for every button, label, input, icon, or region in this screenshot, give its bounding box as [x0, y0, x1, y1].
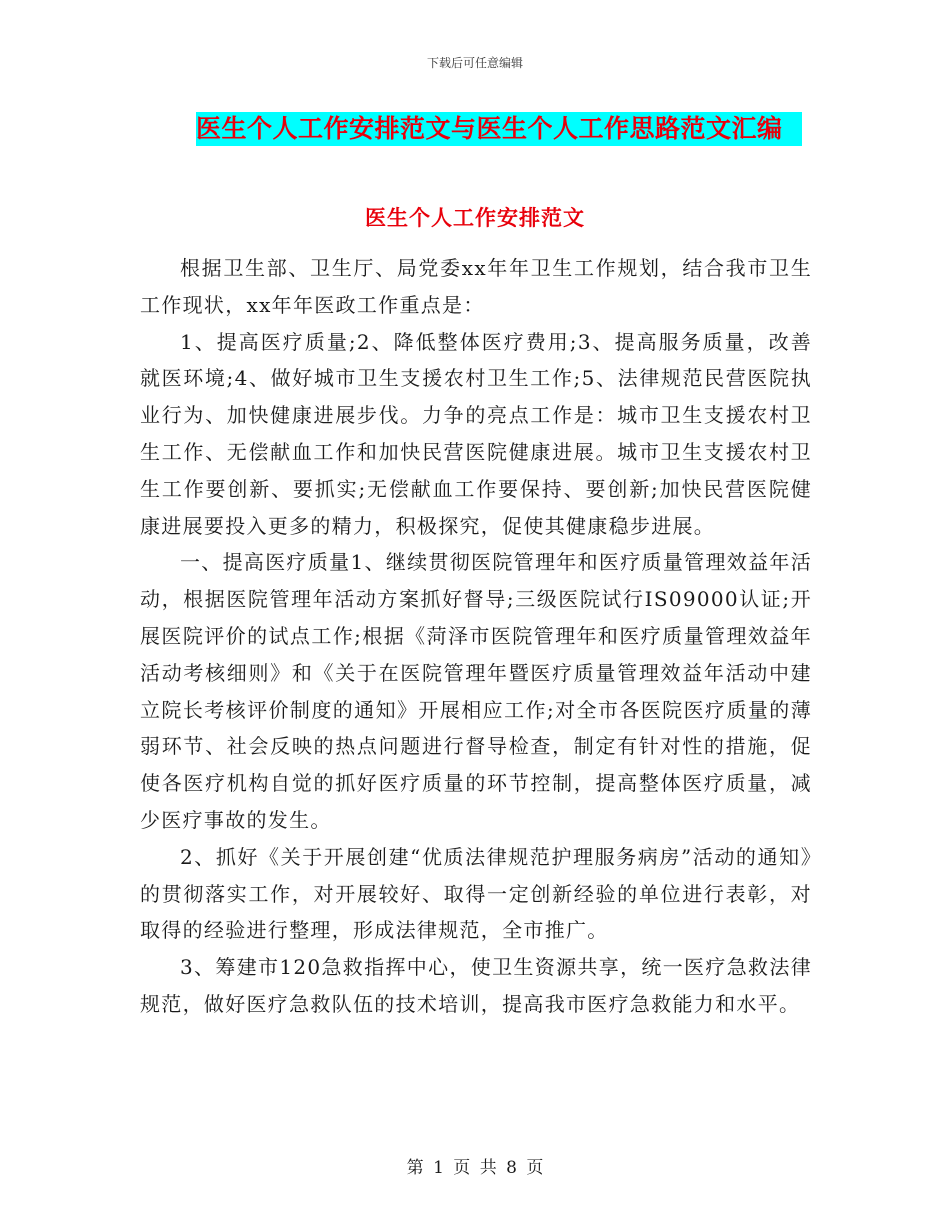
header-note: 下载后可任意编辑: [426, 56, 523, 70]
page-footer: 第 1 页 共 8 页: [406, 1158, 544, 1178]
paragraph-intro: 根据卫生部、卫生厅、局党委xx年年卫生工作规划，结合我市卫生工作现状，xx年年医政工作重点是：: [140, 256, 812, 317]
section-title: 医生个人工作安排范文: [365, 206, 585, 230]
paragraph-priorities: 1、提高医疗质量;2、降低整体医疗费用;3、提高服务质量，改善就医环境;4、做好城市卫生支援农村卫生工作;5、法律规范民营医院执业行为、加快健康进展步伐。力争的亮点工作是：城市卫生支援农村卫生工作、无偿献血工作和加快民营医院健康进展。城市卫生支援农村卫生工作要创新、要抓实;无偿献血工作要保持、要创新;加快民营医院健康进展要投入更多的精力，积极探究，促使其健康稳步进展。: [140, 329, 812, 538]
paragraph-quality: 一、提高医疗质量1、继续贯彻医院管理年和医疗质量管理效益年活动，根据医院管理年活动方案抓好督导;三级医院试行IS09000认证;开展医院评价的试点工作;根据《菏泽市医院管理年和医疗质量管理效益年活动考核细则》和《关于在医院管理年暨医疗质量管理效益年活动中建立院长考核评价制度的通知》开展相应工作;对全市各医院医疗质量的薄弱环节、社会反映的热点问题进行督导检查，制定有针对性的措施，促使各医疗机构自觉的抓好医疗质量的环节控制，提高整体医疗质量，减少医疗事故的发生。: [140, 550, 812, 832]
paragraph-emergency: 3、筹建市120急救指挥中心，使卫生资源共享，统一医疗急救法律规范，做好医疗急救队伍的技术培训，提高我市医疗急救能力和水平。: [140, 955, 812, 1016]
document-title: 医生个人工作安排范文与医生个人工作思路范文汇编: [196, 112, 802, 146]
paragraph-nursing: 2、抓好《关于开展创建“优质法律规范护理服务病房”活动的通知》的贯彻落实工作，对开展较好、取得一定创新经验的单位进行表彰，对取得的经验进行整理，形成法律规范，全市推广。: [140, 844, 812, 943]
document-body: [140, 250, 812, 1023]
